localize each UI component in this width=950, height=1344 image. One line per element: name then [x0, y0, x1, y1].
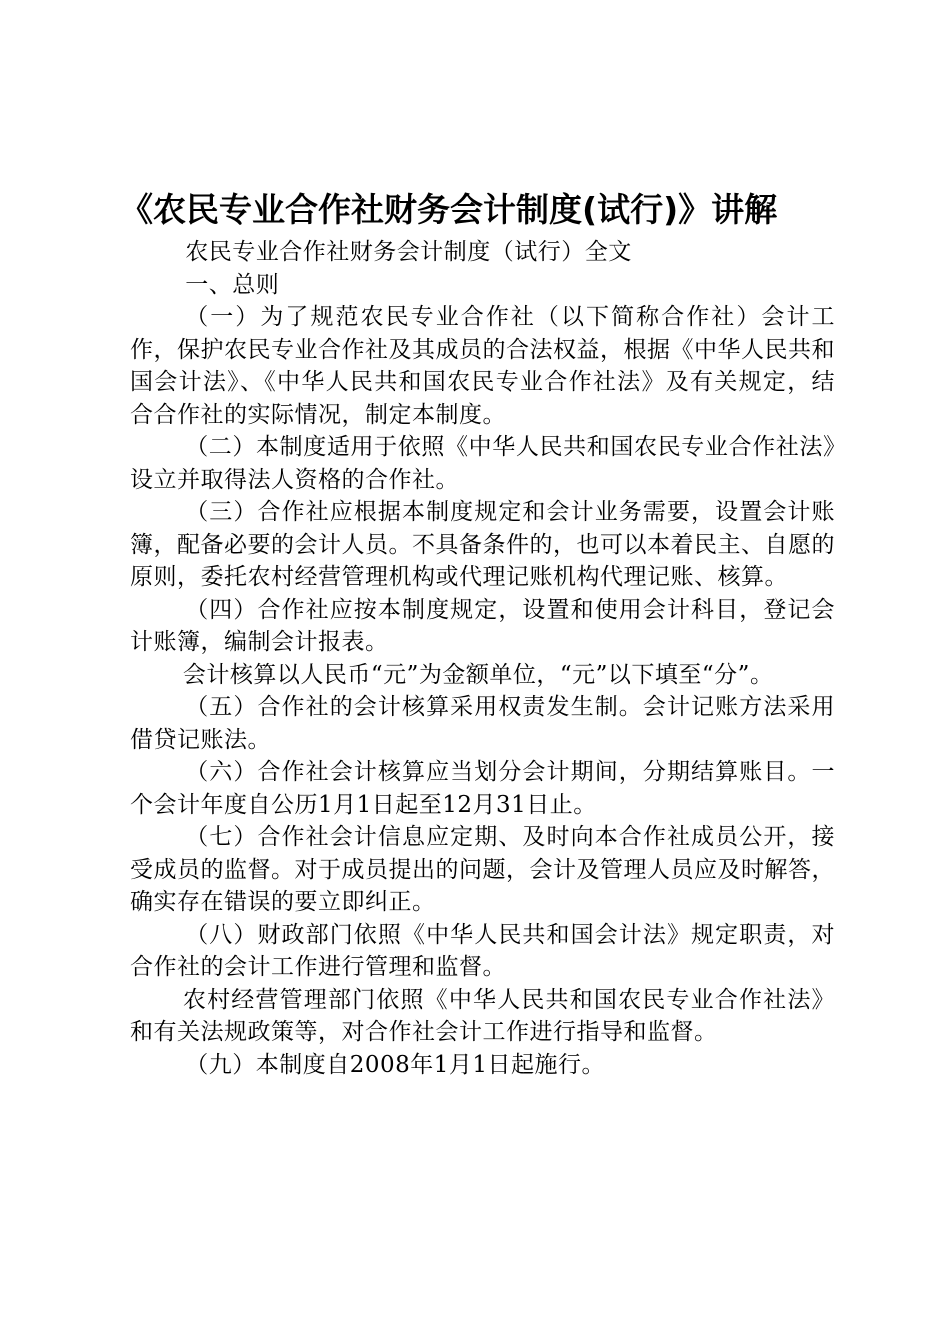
document-body [130, 236, 835, 1081]
paragraph: （二）本制度适用于依照《中华人民共和国农民专业合作社法》设立并取得法人资格的合作社。 [130, 434, 835, 493]
paragraph: （四）合作社应按本制度规定，设置和使用会计科目，登记会计账簿，编制会计报表。 [130, 596, 835, 655]
paragraph: （九）本制度自2008年1月1日起施行。 [185, 1051, 605, 1078]
paragraph: 会计核算以人民币“元”为金额单位，“元”以下填至“分”。 [182, 661, 774, 688]
paragraph: （七）合作社会计信息应定期、及时向本合作社成员公开，接受成员的监督。对于成员提出的问题，会计及管理人员应及时解答，确实存在错误的要立即纠正。 [130, 824, 835, 915]
section-heading: 一、总则 [185, 271, 280, 298]
paragraph: 农村经营管理部门依照《中华人民共和国农民专业合作社法》和有关法规政策等，对合作社会计工作进行指导和监督。 [130, 986, 835, 1045]
paragraph: 农民专业合作社财务会计制度（试行）全文 [185, 239, 632, 265]
paragraph: （五）合作社的会计核算采用权责发生制。会计记账方法采用借贷记账法。 [130, 694, 835, 753]
paragraph: （八）财政部门依照《中华人民共和国会计法》规定职责，对合作社的会计工作进行管理和监督。 [130, 921, 835, 980]
paragraph: （六）合作社会计核算应当划分会计期间，分期结算账目。一个会计年度自公历1月1日起至12月31日止。 [130, 759, 835, 818]
paragraph: （一）为了规范农民专业合作社（以下简称合作社）会计工作，保护农民专业合作社及其成员的合法权益，根据《中华人民共和国会计法》、《中华人民共和国农民专业合作社法》及有关规定，结合合作社的实际情况，制定本制度。 [130, 304, 835, 428]
paragraph: （三）合作社应根据本制度规定和会计业务需要，设置会计账簿，配备必要的会计人员。不具备条件的，也可以本着民主、自愿的原则，委托农村经营管理机构或代理记账机构代理记账、核算。 [130, 499, 835, 590]
document-title: 《农民专业合作社财务会计制度(试行)》讲解 [120, 190, 778, 229]
